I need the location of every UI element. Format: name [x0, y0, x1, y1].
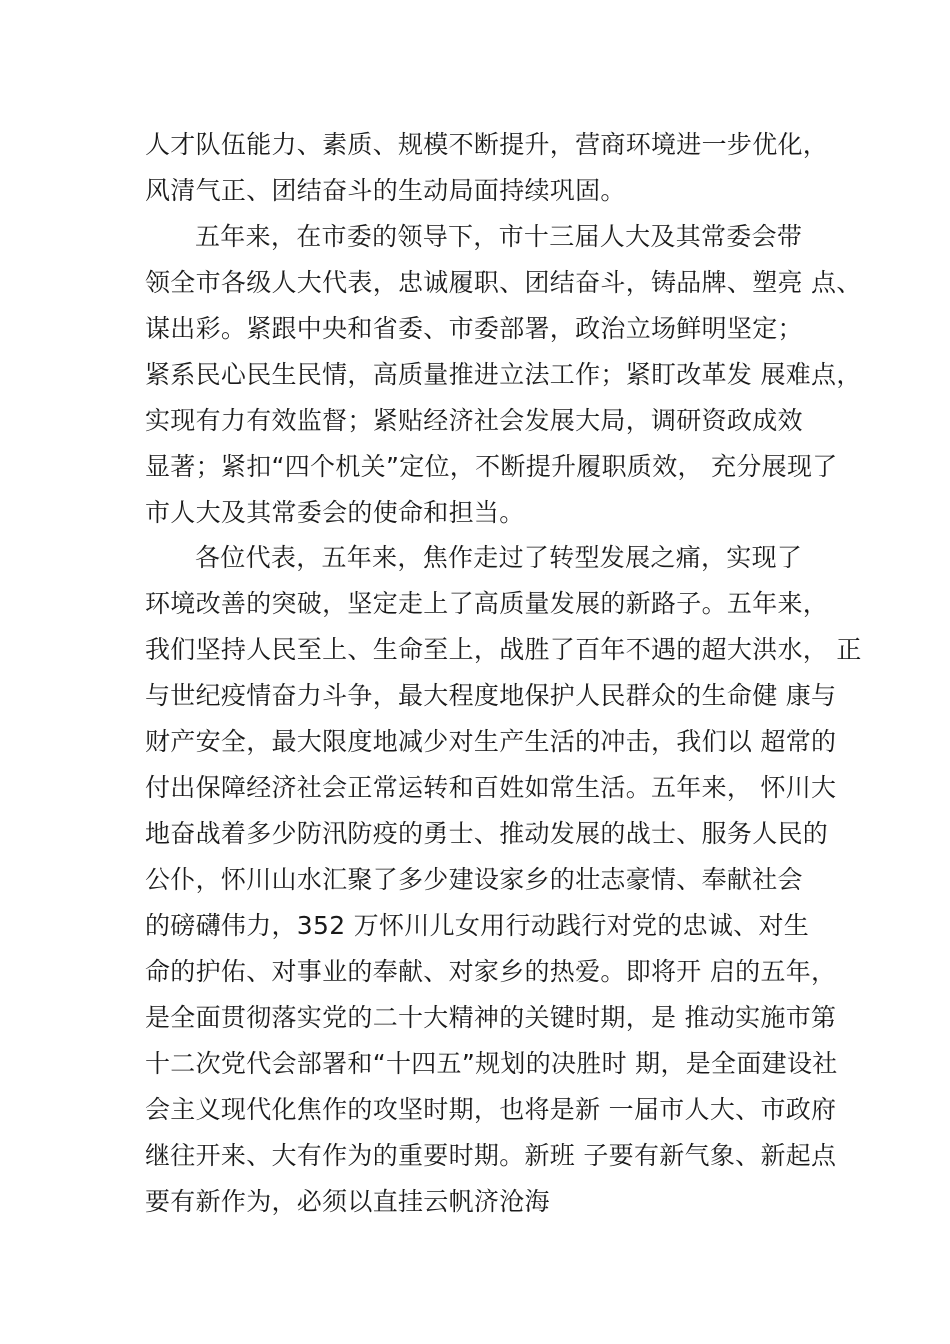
paragraph-start-line: 五年来，在市委的领导下，市十三届人大及其常委会带: [195, 222, 803, 251]
text-line: 要有新作为，必须以直挂云帆济沧海: [145, 1187, 550, 1216]
text-line: 我们坚持人民至上、生命至上，战胜了百年不遇的超大洪水， 正: [145, 635, 862, 664]
text-line: 谋出彩。紧跟中央和省委、市委部署，政治立场鲜明坚定；: [145, 314, 803, 343]
text-line: 人才队伍能力、素质、规模不断提升，营商环境进一步优化，: [145, 130, 829, 159]
text-line: 市人大及其常委会的使命和担当。: [145, 498, 525, 527]
paragraph-start-line: 各位代表，五年来，焦作走过了转型发展之痛，实现了: [195, 543, 803, 572]
text-line: 与世纪疫情奋力斗争，最大程度地保护人民群众的生命健 康与: [145, 681, 837, 710]
text-line: 命的护佑、对事业的奉献、对家乡的热爱。即将开 启的五年，: [145, 957, 837, 986]
text-line: 付出保障经济社会正常运转和百姓如常生活。五年来， 怀川大: [145, 773, 837, 802]
text-line: 紧系民心民生民情，高质量推进立法工作；紧盯改革发 展难点，: [145, 360, 862, 389]
text-line: 的磅礴伟力，352 万怀川儿女用行动践行对党的忠诚、对生: [145, 911, 810, 940]
text-line: 风清气正、团结奋斗的生动局面持续巩固。: [145, 176, 626, 205]
text-line: 环境改善的突破，坚定走上了高质量发展的新路子。五年来，: [145, 589, 829, 618]
text-line: 十二次党代会部署和“十四五”规划的决胜时 期，是全面建设社: [145, 1049, 838, 1078]
text-line: 公仆，怀川山水汇聚了多少建设家乡的壮志豪情、奉献社会: [145, 865, 803, 894]
text-line: 实现有力有效监督；紧贴经济社会发展大局，调研资政成效: [145, 406, 803, 435]
text-line: 财产安全，最大限度地减少对生产生活的冲击，我们以 超常的: [145, 727, 837, 756]
text-line: 显著；紧扣“四个机关”定位，不断提升履职质效， 充分展现了: [145, 452, 838, 481]
text-line: 领全市各级人大代表，忠诚履职、团结奋斗，铸品牌、塑亮 点、: [145, 268, 862, 297]
text-line: 是全面贯彻落实党的二十大精神的关键时期，是 推动实施市第: [145, 1003, 837, 1032]
text-line: 继往开来、大有作为的重要时期。新班 子要有新气象、新起点: [145, 1141, 837, 1170]
text-line: 地奋战着多少防汛防疫的勇士、推动发展的战士、服务人民的: [145, 819, 829, 848]
text-line: 会主义现代化焦作的攻坚时期，也将是新 一届市人大、市政府: [145, 1095, 837, 1124]
